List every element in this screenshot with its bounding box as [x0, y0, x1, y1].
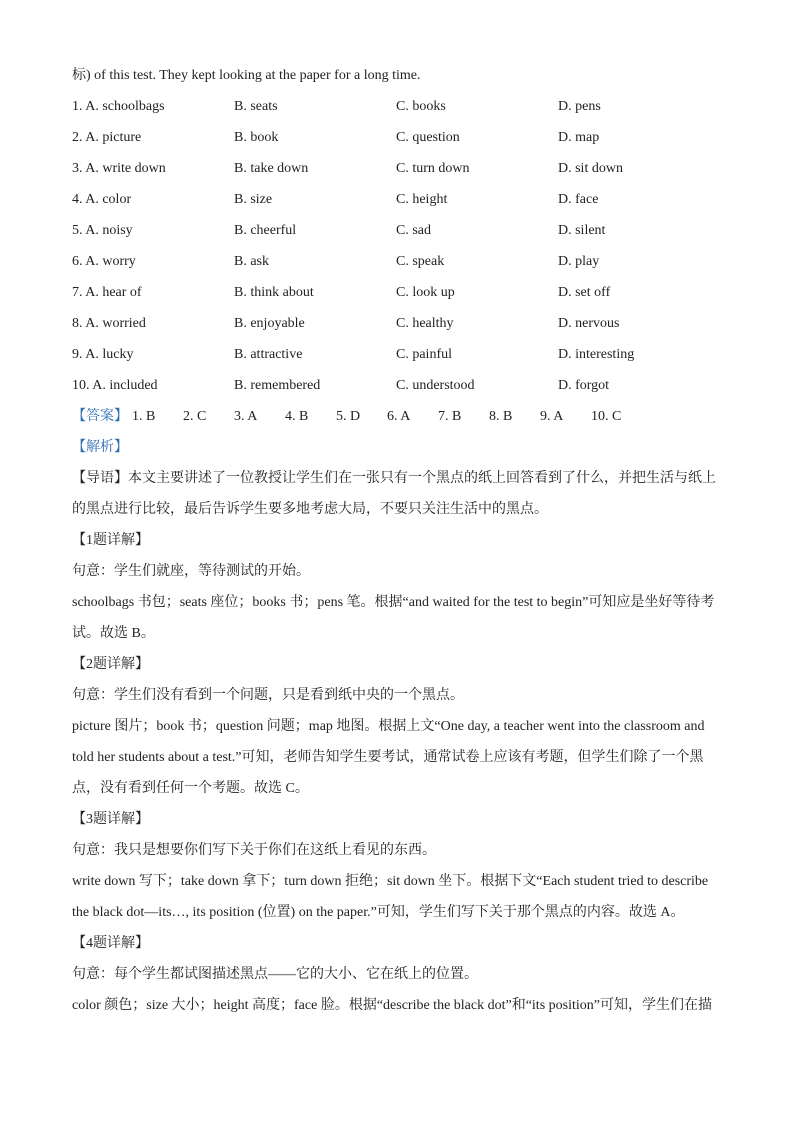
analysis-heading: 【解析】 — [72, 440, 128, 455]
option-a: 10. A. included — [72, 378, 158, 393]
question-row — [72, 339, 722, 370]
detail-explain: color 颜色；size 大小；height 高度；face 脸。根据“describe the black dot”和“its position”可知，学生们在描 — [72, 998, 712, 1013]
option-d: D. set off — [558, 285, 611, 300]
answer-item: 3. A — [234, 409, 258, 424]
question-row — [72, 308, 722, 339]
detail-title: 【1题详解】 — [72, 533, 149, 548]
option-b: B. book — [234, 130, 279, 145]
option-b: B. remembered — [234, 378, 321, 393]
answer-item: 5. D — [336, 409, 361, 424]
document-content — [72, 60, 722, 1021]
option-c: C. books — [396, 99, 446, 114]
detail-title: 【4题详解】 — [72, 936, 149, 951]
option-d: D. nervous — [558, 316, 620, 331]
option-d: D. interesting — [558, 347, 635, 362]
question-row — [72, 122, 722, 153]
answer-item: 10. C — [591, 409, 622, 424]
detail-section — [72, 804, 722, 928]
option-a: 2. A. picture — [72, 130, 142, 145]
detail-meaning: 句意：我只是想要你们写下关于你们在这纸上看见的东西。 — [72, 843, 436, 858]
option-c: C. height — [396, 192, 448, 207]
option-a: 9. A. lucky — [72, 347, 134, 362]
option-c: C. speak — [396, 254, 445, 269]
option-d: D. pens — [558, 99, 601, 114]
answer-item: 1. B — [132, 409, 156, 424]
option-a: 6. A. worry — [72, 254, 136, 269]
option-b: B. take down — [234, 161, 309, 176]
answer-item: 4. B — [285, 409, 309, 424]
detail-meaning: 句意：学生们就座，等待测试的开始。 — [72, 564, 310, 579]
detail-meaning: 句意：学生们没有看到一个问题，只是看到纸中央的一个黑点。 — [72, 688, 464, 703]
option-b: B. seats — [234, 99, 278, 114]
question-row — [72, 215, 722, 246]
question-row — [72, 153, 722, 184]
detail-section — [72, 525, 722, 649]
detail-section — [72, 649, 722, 804]
answer-item: 9. A — [540, 409, 564, 424]
option-c: C. sad — [396, 223, 431, 238]
option-a: 8. A. worried — [72, 316, 146, 331]
option-a: 1. A. schoolbags — [72, 99, 165, 114]
question-row — [72, 91, 722, 122]
answer-item: 2. C — [183, 409, 207, 424]
option-b: B. size — [234, 192, 273, 207]
answer-item: 6. A — [387, 409, 411, 424]
option-c: C. look up — [396, 285, 455, 300]
question-row — [72, 370, 722, 401]
option-b: B. think about — [234, 285, 314, 300]
option-a: 3. A. write down — [72, 161, 166, 176]
intro-line: 标) of this test. They kept looking at the paper for a long time. — [72, 68, 421, 83]
question-row — [72, 246, 722, 277]
option-d: D. sit down — [558, 161, 623, 176]
detail-explain: picture 图片；book 书；question 问题；map 地图。根据上文“One day, a teacher went into the classroom and told her students about a test.”可知，老师告知学生要考试，通常试卷上应该有考题，但学生们除了一个黑点，没有看到任何一个考题。故选 C。 — [72, 719, 705, 796]
option-d: D. map — [558, 130, 600, 145]
option-b: B. enjoyable — [234, 316, 305, 331]
option-b: B. attractive — [234, 347, 303, 362]
option-d: D. forgot — [558, 378, 610, 393]
detail-explain: write down 写下；take down 拿下；turn down 拒绝；sit down 坐下。根据下文“Each student tried to describe the black dot—its…, its position (位置) on the paper.”可知，学生们写下关于那个黑点的内容。故选 A。 — [72, 874, 709, 920]
option-a: 7. A. hear of — [72, 285, 142, 300]
option-d: D. silent — [558, 223, 606, 238]
option-c: C. painful — [396, 347, 452, 362]
option-c: C. healthy — [396, 316, 454, 331]
answer-item: 7. B — [438, 409, 462, 424]
detail-meaning: 句意：每个学生都试图描述黑点——它的大小、它在纸上的位置。 — [72, 967, 478, 982]
option-a: 5. A. noisy — [72, 223, 133, 238]
answer-item: 8. B — [489, 409, 513, 424]
answer-label: 【答案】 — [72, 409, 128, 424]
option-c: C. turn down — [396, 161, 470, 176]
guide-paragraph: 【导语】本文主要讲述了一位教授让学生们在一张只有一个黑点的纸上回答看到了什么，并把生活与纸上的黑点进行比较，最后告诉学生要多地考虑大局，不要只关注生活中的黑点。 — [72, 471, 716, 517]
detail-title: 【2题详解】 — [72, 657, 149, 672]
question-list — [72, 91, 722, 401]
question-row — [72, 184, 722, 215]
detail-explain: schoolbags 书包；seats 座位；books 书；pens 笔。根据“and waited for the test to begin”可知应是坐好等待考试。故选 B。 — [72, 595, 715, 641]
option-c: C. understood — [396, 378, 475, 393]
question-row — [72, 277, 722, 308]
detail-section — [72, 928, 722, 1021]
answer-key — [72, 401, 722, 432]
option-a: 4. A. color — [72, 192, 132, 207]
option-c: C. question — [396, 130, 460, 145]
option-b: B. ask — [234, 254, 269, 269]
option-d: D. play — [558, 254, 600, 269]
option-b: B. cheerful — [234, 223, 297, 238]
detail-title: 【3题详解】 — [72, 812, 149, 827]
option-d: D. face — [558, 192, 599, 207]
